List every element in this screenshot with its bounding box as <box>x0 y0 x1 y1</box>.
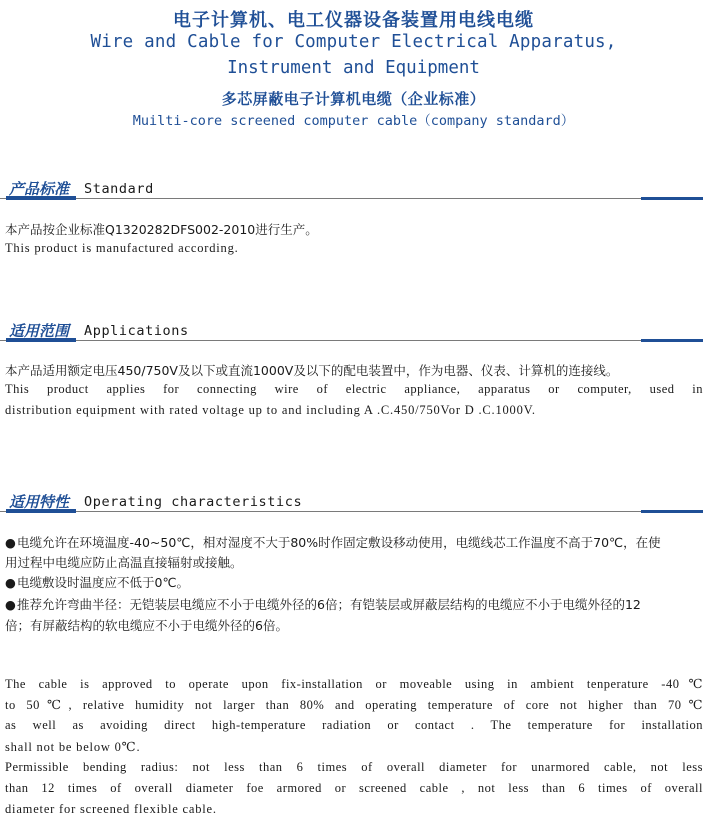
operating-en-line-4: shall not be below 0℃. <box>5 740 141 754</box>
applications-text-cn: 本产品适用额定电压450/750V及以下或直流1000V及以下的配电装置中，作为电器、仪表、计算机的连接线。 <box>5 363 619 378</box>
accent-bar <box>641 197 703 200</box>
page-subtitle-cn: 多芯屏蔽电子计算机电缆（企业标准） <box>221 90 486 108</box>
operating-en-line-3: as well as avoiding direct high-temperature radiation or contact . The temperature for installation <box>5 718 703 732</box>
bullet: ● <box>5 535 16 550</box>
standard-text-en: This product is manufactured according. <box>5 241 239 255</box>
operating-cn-line-4: ●推荐允许弯曲半径：无铠装层电缆应不小于电缆外径的6倍；有铠装层或屏蔽层结构的电缆应不小于电缆外径的12 <box>5 597 641 612</box>
standard-text-cn: 本产品按企业标准Q1320282DFS002-2010进行生产。 <box>5 222 318 237</box>
section-title-en: Standard <box>84 181 154 197</box>
divider <box>0 340 703 341</box>
page-title-cn: 电子计算机、电工仪器设备装置用电线电缆 <box>173 10 534 31</box>
page-subtitle-en: Muilti-core screened computer cable（company standard） <box>132 113 575 129</box>
operating-en-line-1: The cable is approved to operate upon fix-installation or moveable using in ambient tenperature -40℃ <box>5 677 703 691</box>
operating-en-line-2: to 50℃, relative humidity not larger than 80% and operating temperature of core not higher than 70℃ <box>5 698 703 712</box>
applications-text-en-line-1: This product applies for connecting wire of electric appliance, apparatus or computer, used in <box>5 382 703 396</box>
divider <box>0 198 703 199</box>
divider <box>0 511 703 512</box>
page-title-en-line-1: Wire and Cable for Computer Electrical Apparatus, <box>90 32 617 52</box>
applications-section-header <box>0 318 707 344</box>
operating-en-line-5: Permissible bending radius: not less than 6 times of overall diameter for unarmored cable, not less <box>5 760 703 774</box>
operating-en-line-6: than 12 times of overall diameter foe armored or screened cable , not less than 6 times of overall <box>5 781 703 795</box>
section-title-en: Operating characteristics <box>84 494 303 510</box>
section-title-cn: 产品标准 <box>9 180 70 198</box>
applications-text-en-line-2: distribution equipment with rated voltage up to and including A .C.450/750Vor D .C.1000V. <box>5 403 536 417</box>
operating-cn-line-5: 倍；有屏蔽结构的软电缆应不小于电缆外径的6倍。 <box>5 618 288 633</box>
standard-section-header <box>0 176 707 202</box>
operating-cn-line-3: ●电缆敷设时温度应不低于0℃。 <box>5 575 189 590</box>
bullet: ● <box>5 597 16 612</box>
bullet: ● <box>5 575 16 590</box>
operating-cn-line-1: ●电缆允许在环境温度-40~50℃，相对湿度不大于80%时作固定敷设移动使用，电缆线芯工作温度不高于70℃，在使 <box>5 535 661 550</box>
accent-bar <box>641 510 703 513</box>
page-title-en-line-2: Instrument and Equipment <box>227 58 480 78</box>
accent-bar <box>641 339 703 342</box>
operating-en-line-7: diameter for screened flexible cable. <box>5 802 217 816</box>
operating-cn-line-2: 用过程中电缆应防止高温直接辐射或接触。 <box>5 555 243 570</box>
operating-section-header <box>0 489 707 515</box>
section-title-cn: 适用范围 <box>9 322 70 340</box>
section-title-en: Applications <box>84 323 189 339</box>
section-title-cn: 适用特性 <box>9 493 70 511</box>
